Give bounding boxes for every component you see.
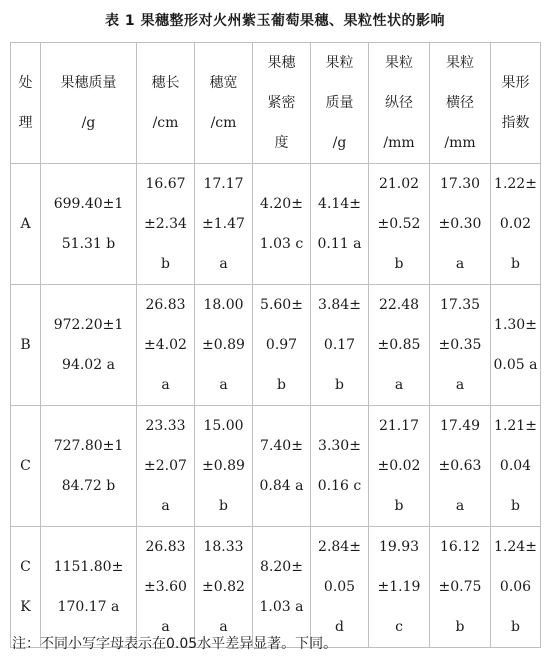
cell-line: b — [161, 256, 170, 272]
table-cell — [195, 285, 253, 406]
cell-line: ±0.82 — [202, 579, 245, 595]
cell-line: 1151.80± — [53, 559, 124, 575]
cell-line: a — [219, 619, 228, 635]
cell-line: 0.11 a — [317, 236, 362, 252]
table-row — [11, 285, 541, 406]
cell-line: 15.00 — [203, 418, 244, 434]
cell-line: a — [394, 377, 404, 393]
table-cell — [137, 406, 195, 527]
table-cell — [430, 285, 491, 406]
cell-line: 穗宽 — [209, 75, 238, 91]
table-cell — [195, 527, 253, 648]
cell-line: /g — [332, 135, 347, 151]
column-header — [41, 43, 137, 164]
cell-line: b — [511, 498, 520, 514]
cell-line: 紧密 — [267, 95, 296, 111]
table-cell — [369, 164, 430, 285]
cell-line: 22.48 — [378, 297, 420, 313]
cell-line: 5.60± — [260, 297, 303, 313]
cell-line: /cm — [152, 115, 179, 131]
cell-line: A — [20, 216, 31, 232]
cell-line: ±0.30 — [438, 216, 482, 232]
table-cell — [491, 406, 541, 527]
cell-line: /cm — [210, 115, 237, 131]
cell-line: ±3.60 — [144, 579, 187, 595]
table-cell — [137, 527, 195, 648]
cell-line: 727.80±1 — [53, 438, 124, 454]
table-cell — [430, 406, 491, 527]
treatment-cell — [11, 164, 41, 285]
table-row — [11, 406, 541, 527]
cell-line: a — [455, 377, 465, 393]
cell-line: 质量 — [325, 95, 354, 111]
cell-line: 19.93 — [378, 539, 420, 555]
cell-line: C — [20, 458, 31, 474]
table-header-row — [11, 43, 541, 164]
table-cell — [430, 164, 491, 285]
cell-line: 理 — [18, 115, 33, 131]
cell-line: b — [219, 498, 228, 514]
cell-line: 4.14± — [318, 196, 361, 212]
cell-line: ±2.34 — [144, 216, 187, 232]
cell-line: 1.30± — [494, 317, 537, 333]
cell-line: ±0.52 — [377, 216, 421, 232]
cell-line: a — [219, 377, 228, 393]
cell-line: 1.22± — [494, 176, 537, 192]
cell-line: 穗长 — [151, 75, 180, 91]
cell-line: 1.21± — [494, 418, 537, 434]
column-header — [430, 43, 491, 164]
cell-line: /g — [81, 115, 96, 131]
cell-line: 26.83 — [145, 539, 186, 555]
cell-line: b — [394, 256, 404, 272]
cell-line: 16.12 — [439, 539, 481, 555]
table-cell — [253, 527, 311, 648]
column-header — [11, 43, 41, 164]
table-cell — [311, 406, 369, 527]
cell-line: 2.84± — [318, 539, 361, 555]
cell-line: 处 — [18, 75, 33, 91]
table-cell — [41, 164, 137, 285]
cell-line: c — [395, 619, 403, 635]
table-cell — [41, 285, 137, 406]
cell-line: b — [511, 256, 520, 272]
table-cell — [137, 285, 195, 406]
treatment-cell — [11, 406, 41, 527]
cell-line: d — [335, 619, 344, 635]
cell-line: 果粒 — [325, 55, 354, 71]
column-header — [137, 43, 195, 164]
cell-line: ±0.89 — [202, 458, 245, 474]
cell-line: 度 — [274, 135, 289, 151]
table-cell — [137, 164, 195, 285]
cell-line: 0.05 a — [493, 357, 538, 373]
cell-line: b — [455, 619, 465, 635]
cell-line: 0.84 a — [259, 478, 304, 494]
cell-line: ±0.02 — [377, 458, 421, 474]
cell-line: B — [20, 337, 31, 353]
cell-line: 18.00 — [203, 297, 244, 313]
column-header — [311, 43, 369, 164]
cell-line: 果穗 — [267, 55, 296, 71]
cell-line: ±0.85 — [377, 337, 421, 353]
table-cell — [253, 406, 311, 527]
cell-line: C — [20, 559, 31, 575]
cell-line: a — [455, 256, 465, 272]
table-cell — [430, 527, 491, 648]
cell-line: ±1.47 — [202, 216, 245, 232]
cell-line: a — [219, 256, 228, 272]
cell-line: 8.20± — [260, 559, 303, 575]
table-cell — [369, 406, 430, 527]
cell-line: 21.17 — [378, 418, 420, 434]
cell-line: b — [335, 377, 344, 393]
cell-line: 23.33 — [145, 418, 186, 434]
table-row — [11, 164, 541, 285]
table-cell — [491, 527, 541, 648]
cell-line: 果粒 — [446, 55, 474, 71]
table-cell — [253, 285, 311, 406]
cell-line: 1.03 a — [259, 599, 304, 615]
treatment-cell — [11, 527, 41, 648]
cell-line: a — [161, 377, 170, 393]
cell-line: 16.67 — [145, 176, 186, 192]
cell-line: /mm — [383, 135, 415, 151]
cell-line: ±0.63 — [438, 458, 482, 474]
table-cell — [41, 406, 137, 527]
cell-line: 0.05 — [323, 579, 356, 595]
cell-line: ±0.75 — [438, 579, 482, 595]
table-cell — [311, 285, 369, 406]
cell-line: 17.35 — [439, 297, 481, 313]
column-header — [369, 43, 430, 164]
cell-line: 7.40± — [260, 438, 303, 454]
cell-line: 0.17 — [323, 337, 356, 353]
treatment-cell — [11, 285, 41, 406]
column-header — [253, 43, 311, 164]
cell-line: ±0.35 — [438, 337, 482, 353]
cell-line: 1.24± — [494, 539, 537, 555]
cell-line: 指数 — [501, 115, 530, 131]
table-cell — [369, 285, 430, 406]
cell-line: 972.20±1 — [53, 317, 124, 333]
cell-line: ±2.07 — [144, 458, 187, 474]
cell-line: 18.33 — [203, 539, 244, 555]
data-table — [10, 42, 541, 648]
cell-line: 170.17 a — [57, 599, 120, 615]
table-footnote: 注：不同小写字母表示在0.05水平差异显著。下同。 — [12, 636, 338, 652]
cell-line: 3.84± — [318, 297, 361, 313]
cell-line: 51.31 b — [61, 236, 116, 252]
cell-line: /mm — [444, 135, 476, 151]
cell-line: 4.20± — [260, 196, 303, 212]
cell-line: 果粒 — [385, 55, 413, 71]
cell-line: 1.03 c — [259, 236, 304, 252]
table-cell — [195, 406, 253, 527]
cell-line: 果穗质量 — [60, 75, 117, 91]
cell-line: b — [277, 377, 286, 393]
cell-line: ±4.02 — [144, 337, 187, 353]
table-caption: 表 1 果穗整形对火州紫玉葡萄果穗、果粒性状的影响 — [105, 13, 445, 29]
cell-line: 横径 — [446, 95, 474, 111]
cell-line: 94.02 a — [62, 357, 115, 373]
cell-line: 果形 — [501, 75, 530, 91]
column-header — [195, 43, 253, 164]
table-cell — [311, 527, 369, 648]
cell-line: 纵径 — [385, 95, 413, 111]
cell-line: b — [511, 619, 520, 635]
table-row — [11, 527, 541, 648]
cell-line: ±0.89 — [202, 337, 245, 353]
cell-line: 0.06 — [499, 579, 532, 595]
cell-line: 21.02 — [378, 176, 420, 192]
column-header — [491, 43, 541, 164]
cell-line: a — [161, 619, 170, 635]
cell-line: 17.30 — [439, 176, 481, 192]
table-cell — [195, 164, 253, 285]
cell-line: 699.40±1 — [53, 196, 124, 212]
cell-line: 3.30± — [318, 438, 361, 454]
table-cell — [253, 164, 311, 285]
cell-line: a — [161, 498, 170, 514]
cell-line: 0.16 c — [317, 478, 362, 494]
cell-line: ±1.19 — [377, 579, 421, 595]
cell-line: 26.83 — [145, 297, 186, 313]
cell-line: b — [394, 498, 404, 514]
cell-line: 84.72 b — [61, 478, 116, 494]
cell-line: 17.49 — [439, 418, 481, 434]
table-cell — [41, 527, 137, 648]
cell-line: 0.97 — [265, 337, 298, 353]
table-cell — [491, 285, 541, 406]
table-cell — [491, 164, 541, 285]
cell-line: K — [20, 599, 31, 615]
table-cell — [311, 164, 369, 285]
cell-line: 17.17 — [203, 176, 244, 192]
cell-line: 0.02 — [499, 216, 532, 232]
cell-line: 0.04 — [499, 458, 532, 474]
cell-line: a — [455, 498, 465, 514]
table-cell — [369, 527, 430, 648]
